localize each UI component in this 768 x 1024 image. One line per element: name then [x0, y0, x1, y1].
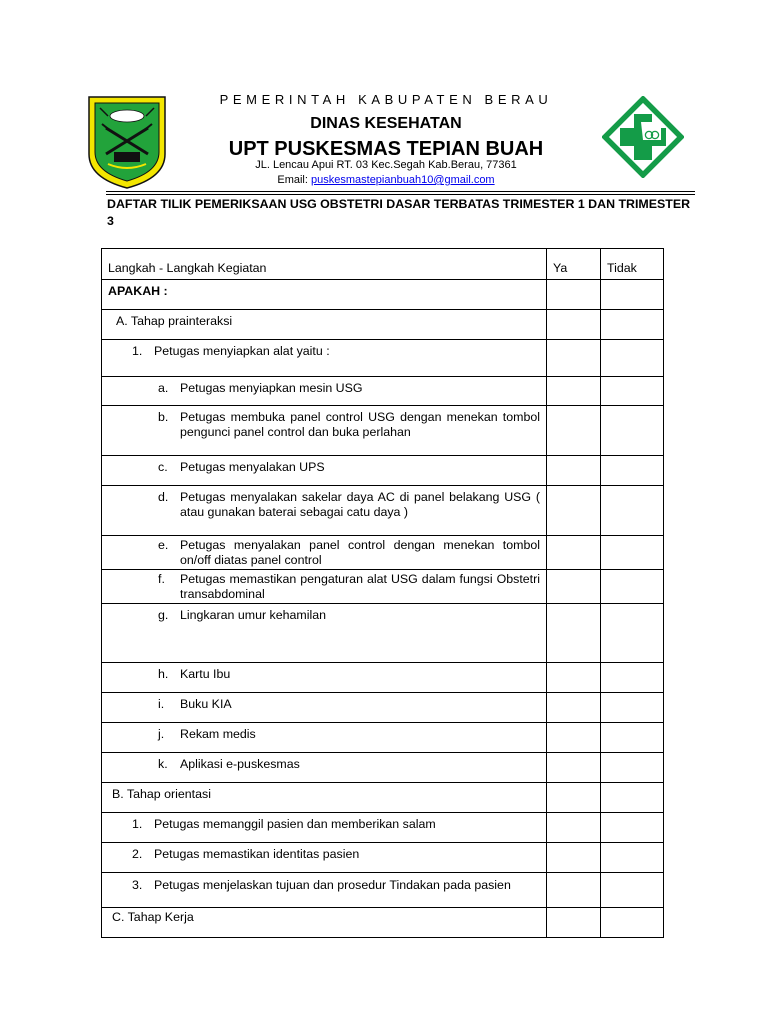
table-header-row: [102, 249, 664, 280]
ya-checkbox-cell[interactable]: [547, 536, 601, 570]
item-text: Petugas menjelaskan tujuan dan prosedur Tindakan pada pasien: [154, 878, 511, 892]
ya-checkbox-cell[interactable]: [547, 873, 601, 908]
item-marker: c.: [158, 460, 168, 474]
table-row: [102, 604, 664, 663]
table-row: [102, 783, 664, 813]
tidak-checkbox-cell[interactable]: [601, 753, 664, 783]
government-name: PEMERINTAH KABUPATEN BERAU: [219, 92, 553, 107]
item-marker: i.: [158, 697, 165, 711]
email-link[interactable]: puskesmastepianbuah10@gmail.com: [311, 174, 495, 186]
tidak-checkbox-cell[interactable]: [601, 723, 664, 753]
item-marker: h.: [158, 667, 169, 681]
ya-checkbox-cell[interactable]: [547, 570, 601, 604]
item-marker: j.: [158, 727, 165, 741]
header-rule-bottom: [106, 194, 695, 195]
document-title: DAFTAR TILIK PEMERIKSAAN USG OBSTETRI DASAR TERBATAS TRIMESTER 1 DAN TRIMESTER 3: [107, 197, 691, 228]
ya-checkbox-cell[interactable]: [547, 280, 601, 310]
table-row: [102, 310, 664, 340]
item-text: Petugas memastikan identitas pasien: [154, 847, 360, 861]
tidak-checkbox-cell[interactable]: [601, 406, 664, 456]
tidak-checkbox-cell[interactable]: [601, 456, 664, 486]
ya-checkbox-cell[interactable]: [547, 604, 601, 663]
table-row: [102, 340, 664, 377]
ya-checkbox-cell[interactable]: [547, 813, 601, 843]
ya-checkbox-cell[interactable]: [547, 456, 601, 486]
item-text: Petugas menyiapkan mesin USG: [180, 381, 363, 395]
table-row: [102, 723, 664, 753]
header-rule-top: [106, 191, 695, 192]
table-row: [102, 406, 664, 456]
item-text: Petugas menyalakan sakelar daya AC di panel belakang USG ( atau gunakan baterai sebagai catu daya ): [180, 490, 540, 519]
item-marker: b.: [158, 410, 169, 424]
tidak-checkbox-cell[interactable]: [601, 693, 664, 723]
ya-checkbox-cell[interactable]: [547, 340, 601, 377]
tidak-checkbox-cell[interactable]: [601, 377, 664, 406]
table-row: [102, 753, 664, 783]
item-text: Petugas menyalakan panel control dengan menekan tombol on/off diatas panel control: [180, 538, 540, 567]
ya-checkbox-cell[interactable]: [547, 908, 601, 938]
header-cell-ya: Ya: [547, 249, 601, 280]
table-row: [102, 486, 664, 536]
item-marker: a.: [158, 381, 169, 395]
stage-heading-prainteraksi: A. Tahap prainteraksi: [116, 314, 233, 328]
ya-checkbox-cell[interactable]: [547, 843, 601, 873]
puskesmas-cross-logo: [602, 96, 684, 178]
address-line: JL. Lencau Apui RT. 03 Kec.Segah Kab.Berau, 77361: [255, 159, 517, 171]
item-text: Lingkaran umur kehamilan: [180, 608, 327, 622]
table-row: [102, 377, 664, 406]
table-row: [102, 908, 664, 938]
tidak-checkbox-cell[interactable]: [601, 873, 664, 908]
header-cell-steps: Langkah - Langkah Kegiatan: [102, 249, 547, 280]
table-row: [102, 813, 664, 843]
tidak-checkbox-cell[interactable]: [601, 536, 664, 570]
checklist-table: [101, 248, 664, 938]
ya-checkbox-cell[interactable]: [547, 663, 601, 693]
tidak-checkbox-cell[interactable]: [601, 486, 664, 536]
item-marker: k.: [158, 757, 168, 771]
table-row: [102, 570, 664, 604]
ya-checkbox-cell[interactable]: [547, 723, 601, 753]
item-marker: f.: [158, 572, 165, 586]
ya-checkbox-cell[interactable]: [547, 783, 601, 813]
email-line: [176, 174, 596, 186]
item-text: Aplikasi e-puskesmas: [180, 757, 300, 771]
ya-checkbox-cell[interactable]: [547, 377, 601, 406]
table-row: [102, 536, 664, 570]
table-row: [102, 873, 664, 908]
item-text: Rekam medis: [180, 727, 256, 741]
item-text: Petugas menyalakan UPS: [180, 460, 325, 474]
item-text: Petugas membuka panel control USG dengan menekan tombol pengunci panel control dan buka perlahan: [180, 410, 540, 439]
table-row: [102, 693, 664, 723]
section-heading-apakah: APAKAH :: [108, 284, 168, 298]
item-marker: 3.: [132, 878, 143, 892]
item-marker: 1.: [132, 817, 143, 831]
item-text: Petugas memastikan pengaturan alat USG dalam fungsi Obstetri transabdominal: [180, 572, 540, 601]
ya-checkbox-cell[interactable]: [547, 310, 601, 340]
item-text: Kartu Ibu: [180, 667, 231, 681]
item-marker: g.: [158, 608, 169, 622]
item-text: Petugas menyiapkan alat yaitu :: [154, 344, 330, 358]
tidak-checkbox-cell[interactable]: [601, 280, 664, 310]
item-marker: 1.: [132, 344, 143, 358]
ya-checkbox-cell[interactable]: [547, 486, 601, 536]
table-row: [102, 843, 664, 873]
tidak-checkbox-cell[interactable]: [601, 604, 664, 663]
item-marker: e.: [158, 538, 169, 552]
tidak-checkbox-cell[interactable]: [601, 813, 664, 843]
tidak-checkbox-cell[interactable]: [601, 310, 664, 340]
email-label: Email:: [277, 174, 311, 186]
tidak-checkbox-cell[interactable]: [601, 570, 664, 604]
tidak-checkbox-cell[interactable]: [601, 843, 664, 873]
table-row: [102, 663, 664, 693]
ya-checkbox-cell[interactable]: [547, 693, 601, 723]
tidak-checkbox-cell[interactable]: [601, 908, 664, 938]
item-text: Buku KIA: [180, 697, 232, 711]
ya-checkbox-cell[interactable]: [547, 753, 601, 783]
header-cell-tidak: Tidak: [601, 249, 664, 280]
item-marker: 2.: [132, 847, 143, 861]
berau-regency-emblem-logo: [86, 94, 168, 190]
ya-checkbox-cell[interactable]: [547, 406, 601, 456]
table-row: [102, 280, 664, 310]
stage-heading-orientasi: B. Tahap orientasi: [112, 787, 211, 801]
tidak-checkbox-cell[interactable]: [601, 663, 664, 693]
item-text: Petugas memanggil pasien dan memberikan salam: [154, 817, 436, 831]
table-row: [102, 456, 664, 486]
stage-heading-kerja: C. Tahap Kerja: [112, 910, 194, 924]
tidak-checkbox-cell[interactable]: [601, 340, 664, 377]
facility-name: UPT PUSKESMAS TEPIAN BUAH: [228, 138, 544, 160]
tidak-checkbox-cell[interactable]: [601, 783, 664, 813]
agency-name: DINAS KESEHATAN: [310, 115, 462, 132]
item-marker: d.: [158, 490, 169, 504]
